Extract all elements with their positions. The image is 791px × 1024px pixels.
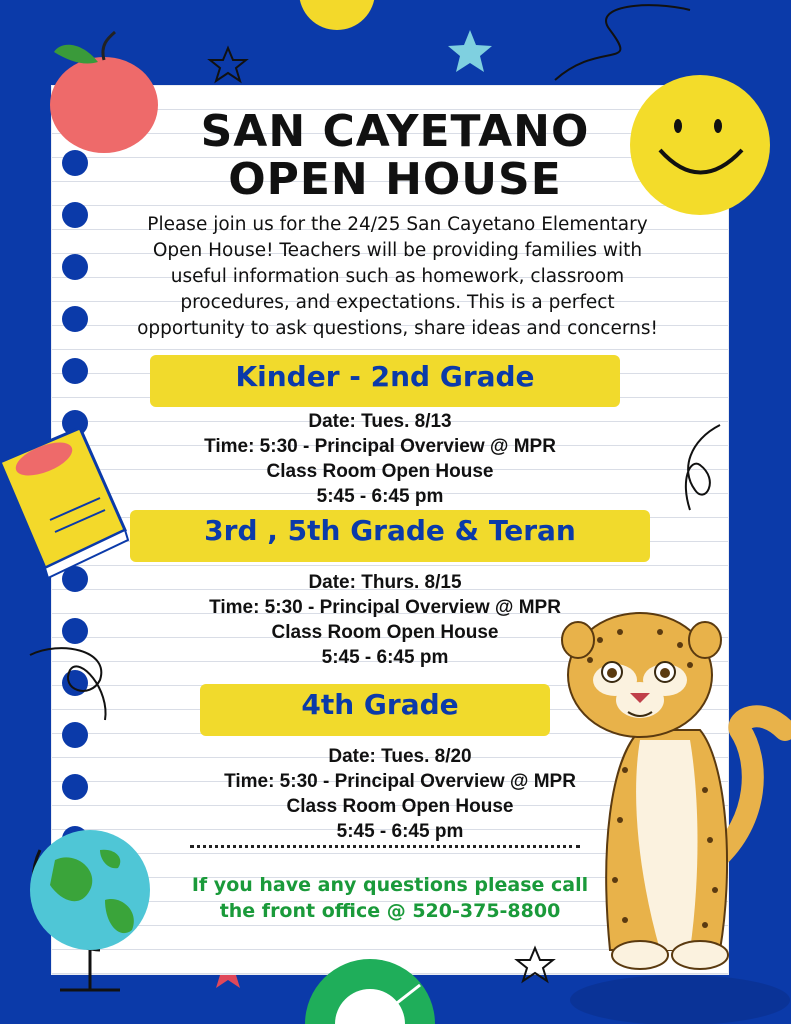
apple-icon [50, 32, 158, 153]
session-hours: 5:45 - 6:45 pm [321, 647, 449, 668]
session-time: Time: 5:30 - Principal Overview @ MPR [209, 597, 561, 618]
globe-icon [30, 830, 150, 990]
session-class: Class Room Open House [266, 461, 494, 482]
protractor-icon [305, 959, 435, 1024]
session-details [170, 409, 590, 509]
session-time: Time: 5:30 - Principal Overview @ MPR [224, 771, 576, 792]
session-class: Class Room Open House [271, 622, 499, 643]
intro-line: useful information such as homework, classroom [170, 266, 625, 287]
intro-line: opportunity to ask questions, share ideas and concerns! [137, 318, 658, 339]
session-heading-4th: 4th Grade [301, 688, 459, 721]
intro-text [95, 212, 700, 342]
smiley-icon [630, 75, 770, 215]
session-date: Date: Tues. 8/13 [308, 411, 452, 432]
book-icon [0, 428, 128, 578]
dotted-divider [190, 845, 580, 848]
session-details [170, 570, 600, 670]
contact-info [170, 872, 610, 924]
session-date: Date: Thurs. 8/15 [308, 572, 462, 593]
session-hours: 5:45 - 6:45 pm [316, 486, 444, 507]
contact-line: If you have any questions please call [191, 874, 589, 896]
session-heading-3rd-5th: 3rd , 5th Grade & Teran [204, 514, 576, 547]
session-date: Date: Tues. 8/20 [328, 746, 472, 767]
page-title-line2: OPEN HOUSE [228, 154, 562, 205]
doodle-loop [30, 648, 106, 720]
intro-line: procedures, and expectations. This is a perfect [180, 292, 615, 313]
session-hours: 5:45 - 6:45 pm [336, 821, 464, 842]
intro-line: Open House! Teachers will be providing families with [152, 240, 643, 261]
session-time: Time: 5:30 - Principal Overview @ MPR [204, 436, 556, 457]
intro-line: Please join us for the 24/25 San Cayetano Elementary [147, 214, 648, 235]
session-heading-kinder: Kinder - 2nd Grade [235, 360, 535, 393]
contact-phone-line: the front office @ 520-375-8800 [219, 900, 561, 922]
session-class: Class Room Open House [286, 796, 514, 817]
session-details [190, 744, 610, 844]
page-title-line1: SAN CAYETANO [200, 106, 590, 157]
doodle-loop [686, 425, 720, 510]
star-outline-icon [517, 948, 553, 981]
